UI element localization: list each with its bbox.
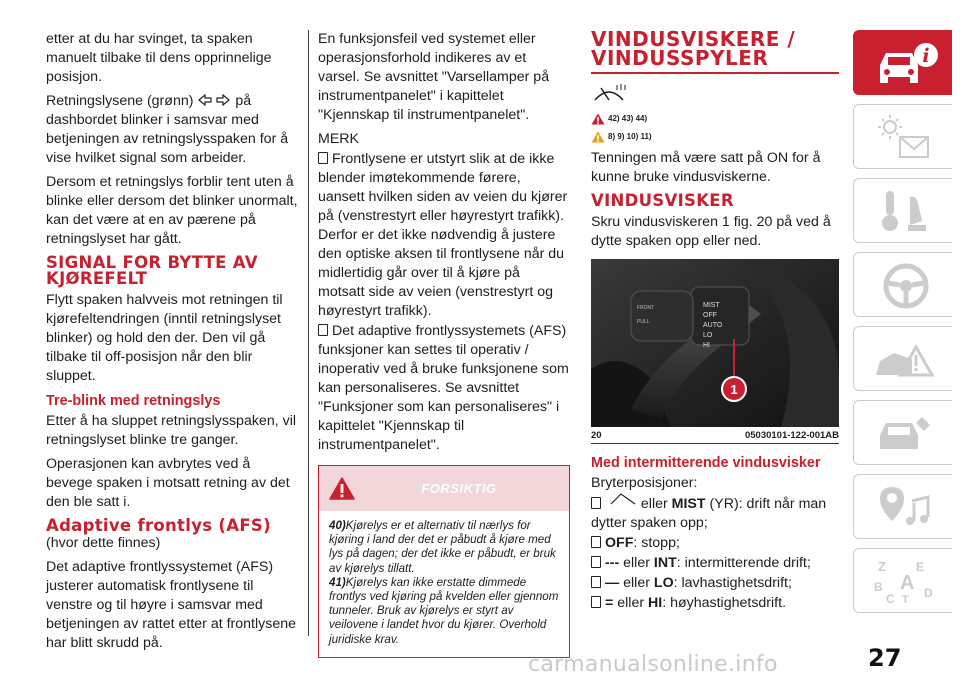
switch-position-item	[591, 594, 839, 613]
item-key: HI	[648, 595, 663, 611]
warning-box	[318, 465, 570, 658]
title-rule	[591, 72, 839, 74]
bullet-box-icon	[591, 596, 601, 608]
photo-label: MIST	[703, 302, 720, 309]
switch-position-item	[591, 574, 839, 593]
index-letters-icon	[872, 557, 942, 607]
steering-wheel-icon	[872, 261, 942, 311]
item-or: eller	[623, 555, 650, 571]
column-divider	[308, 30, 309, 636]
page-title: VINDUSVISKERE / VINDUSSPYLER	[591, 27, 796, 70]
paragraph-text: Retningslysene (grønn)	[46, 93, 194, 109]
note-refs: 8) 9) 10) 11)	[608, 132, 652, 141]
info-letter: i	[922, 45, 930, 67]
photo-label: LO	[703, 332, 713, 339]
paragraph: Dersom et retningslys forblir tent uten å blinke eller dersom det blinker unormalt, kan det være at en av pærene på retningslyset har gått.	[46, 174, 298, 247]
tab-steering-wheel[interactable]	[853, 252, 952, 317]
paragraph: En funksjonsfeil ved systemet eller operasjonsforhold indikeres av et varsel. Se avsnittet "Varsellamper på instrumentpanelet" i kapittelet "Kjennskap til instrumentpanelet".	[318, 31, 550, 123]
wiper-lever-illustration	[591, 259, 839, 427]
item-key: LO	[653, 575, 674, 591]
column-1	[46, 30, 298, 658]
item-or: eller	[617, 595, 645, 611]
bullet-text: Frontlysene er utstyrt slik at de ikke blender imøtekommende førere, uansett hvilken siden av veien du kjører på (venstrestyrt eller høyrestyrt trafikk). Derfor er det ikke nødvendig å justere den optiske aksen til frontlysene når du midlertidig går over til å kjøre på motsatt side av veien (venstrestyrt og høyrestyrt trafikk).	[318, 151, 568, 319]
warning-item	[329, 576, 559, 647]
item-text: : stopp;	[633, 535, 680, 551]
photo-label: HI	[703, 342, 710, 349]
switch-position-item	[591, 554, 839, 573]
column-2	[318, 30, 570, 658]
photo-label: PULL	[637, 319, 650, 325]
wiper-single-sweep-icon	[609, 493, 637, 505]
item-key: OFF	[605, 535, 634, 551]
item-key: MIST	[671, 496, 706, 512]
warning-refs: 42) 43) 44)	[608, 114, 648, 123]
bullet-box-icon	[591, 497, 601, 509]
item-text: : intermitterende drift;	[676, 555, 811, 571]
note-reference	[591, 131, 839, 143]
bullet-box-icon	[591, 556, 601, 568]
bullet-box-icon	[591, 536, 601, 548]
index-letter: T	[902, 594, 909, 606]
wiper-lever-photo	[591, 259, 839, 427]
warning-triangle-icon	[591, 113, 605, 125]
index-letter: D	[924, 586, 933, 600]
paragraph: Skru vindusviskeren 1 fig. 20 på ved å dytte spaken opp eller ned.	[591, 214, 831, 249]
car-service-icon	[872, 409, 942, 459]
item-text: : høyhastighetsdrift.	[662, 595, 787, 611]
chapter-tabs	[853, 30, 953, 622]
index-letter: C	[886, 592, 895, 606]
paragraph: Det adaptive frontlyssystemet (AFS) justerer automatisk frontlysene til venstre og til høyre i samsvar med betjeningen av rattet etter at frontlysene har blitt skrudd på.	[46, 559, 297, 651]
warning-item	[329, 519, 559, 576]
index-letter: E	[916, 560, 925, 574]
index-letter: B	[874, 580, 883, 594]
warning-header	[319, 466, 569, 511]
item-symbol: ---	[605, 555, 620, 571]
warning-number: 41)	[329, 575, 346, 589]
paragraph: Operasjonen kan avbrytes ved å bevege spaken i motsatt retning av det den ble satt i.	[46, 456, 290, 510]
paragraph: Tenningen må være satt på ON for å kunne bruke vindusviskerne.	[591, 150, 821, 185]
key-seat-icon	[872, 187, 942, 237]
bullet-box-icon	[318, 324, 328, 336]
watermark: carmanualsonline.info	[528, 652, 778, 677]
photo-label: OFF	[703, 312, 717, 319]
warning-lights-icon	[872, 113, 942, 163]
figure-code: 05030101-122-001AB	[744, 430, 839, 441]
photo-label: FRONT	[637, 305, 655, 311]
bullet-box-icon	[591, 576, 601, 588]
item-symbol: —	[605, 575, 620, 591]
index-letter: Z	[878, 559, 886, 574]
tab-warning-lights[interactable]	[853, 104, 952, 169]
item-or: eller	[640, 496, 668, 512]
figure-number: 20	[591, 430, 602, 441]
warning-text: Kjørelys kan ikke erstatte dimmede frontlys ved kjøring på kvelden eller gjennom tunneler. Bruk av kjørelys er styrt av veilovene i landet hvor du kjører. Overhold juridiske krav.	[329, 575, 559, 646]
warning-label: FORSIKTIG	[421, 481, 497, 496]
tab-index[interactable]	[853, 548, 952, 613]
paragraph: Etter å ha sluppet retningslysspaken, vil retningslyset blinke tre ganger.	[46, 413, 296, 448]
item-key: INT	[653, 555, 677, 571]
car-info-icon	[872, 39, 942, 89]
section-heading: SIGNAL FOR BYTTE AV KJØREFELT	[46, 253, 258, 288]
column-3	[591, 27, 839, 614]
car-crash-icon	[872, 335, 942, 385]
note-bullet	[318, 322, 570, 455]
item-text: : lavhastighetsdrift;	[673, 575, 792, 591]
figure-caption	[591, 430, 839, 444]
bullet-box-icon	[318, 152, 328, 164]
paragraph	[46, 92, 298, 168]
paragraph-text: på dashbordet blinker i samsvar med betjeningen av retningslysspaken for å vise hvilket signal som arbeider.	[46, 93, 289, 166]
index-letter: A	[900, 572, 915, 594]
switch-position-item	[591, 534, 839, 553]
bullet-text: Det adaptive frontlyssystemets (AFS) funksjoner kan settes til operativ / inoperativ ved å bruke funksjonene som kan personaliseres. Se avsnittet "Funksjoner som kan personaliseres" i kapittelet "Kjennskap til instrumentpanelet".	[318, 323, 569, 453]
warning-text: Kjørelys er et alternativ til nærlys for kjøring i land der det er påbudt å kjøre med lys på dagen; der det ikke er påbudt, er bruk av kjørelys tillatt.	[329, 519, 556, 575]
paragraph: etter at du har svinget, ta spaken manuelt tilbake til dens opprinnelige posisjon.	[46, 31, 272, 85]
photo-label: AUTO	[703, 322, 723, 329]
item-symbol: =	[605, 595, 614, 611]
tab-car-info[interactable]	[853, 30, 952, 95]
subsection-heading: Tre-blink med retningslys	[46, 393, 221, 409]
subsection-heading: Med intermitterende vindusvisker	[591, 455, 821, 471]
page-number: 27	[868, 644, 902, 672]
callout-number: 1	[730, 382, 738, 397]
tab-map-music[interactable]	[853, 474, 952, 539]
tab-car-crash[interactable]	[853, 326, 952, 391]
item-or: eller	[623, 575, 650, 591]
paragraph: Flytt spaken halvveis mot retningen til kjørefeltendringen (inntil retningslyset blinker) og hold den der. Den vil gå tilbake til off-posisjon når den blir sluppet.	[46, 292, 283, 384]
wiper-washer-icon	[591, 82, 627, 102]
caution-triangle-icon	[591, 131, 605, 143]
item-text: (YR): drift når man dytter spaken opp;	[591, 496, 827, 531]
note-bullet	[318, 150, 570, 321]
note-label: MERK	[318, 131, 359, 147]
switch-position-item	[591, 493, 839, 533]
tab-car-service[interactable]	[853, 400, 952, 465]
tab-key-seat[interactable]	[853, 178, 952, 243]
section-heading: VINDUSVISKER	[591, 191, 734, 210]
warning-reference	[591, 113, 839, 125]
section-heading: Adaptive frontlys (AFS)	[46, 516, 271, 535]
map-music-icon	[872, 483, 942, 533]
warning-number: 40)	[329, 519, 346, 532]
turn-signal-arrows-icon	[197, 94, 231, 106]
paragraph: Bryterposisjoner:	[591, 475, 698, 491]
warning-body	[319, 511, 569, 657]
paragraph: (hvor dette finnes)	[46, 535, 161, 551]
